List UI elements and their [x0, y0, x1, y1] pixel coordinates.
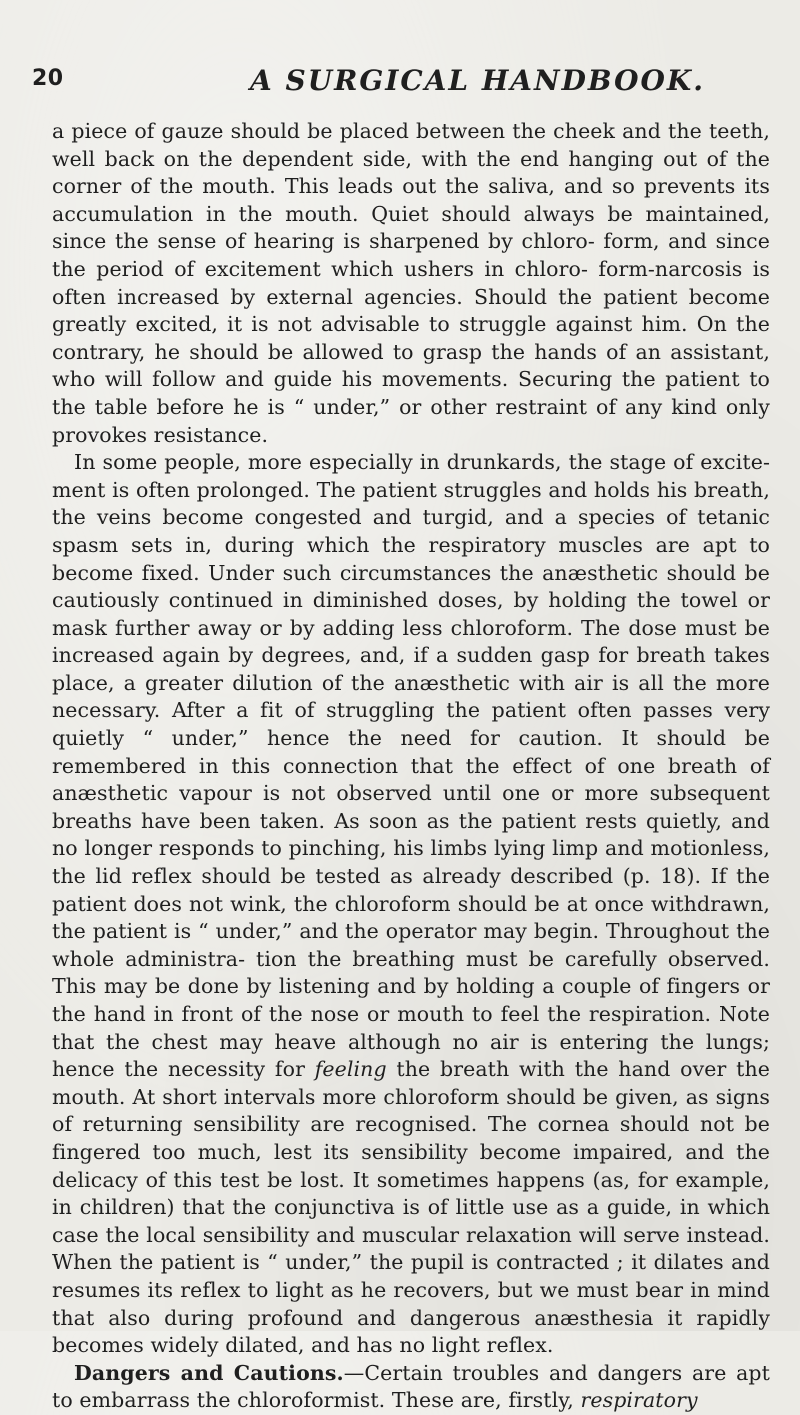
- paragraph-excitement-stage: [52, 449, 770, 1360]
- running-title: A SURGICAL HANDBOOK.: [250, 64, 705, 97]
- paragraph-dangers: [52, 1360, 770, 1415]
- paragraph-gauze-and-quiet: a piece of gauze should be placed between the cheek and the teeth, well back on the dependent side, with the end hanging out of the corner of the mouth. This leads out the saliva, and so prevents its accumulation in the mouth. Quiet should always be maintained, since the sense of hearing is sharpened by chloro- form, and since the period of excitement which ushers in chloro- form-narcosis is often increased by external agencies. Should the patient become greatly excited, it is not advisable to struggle against him. On the contrary, he should be allowed to grasp the hands of an assistant, who will follow and guide his movements. Securing the patient to the table before he is “ under,” or other restraint of any kind only provokes resistance.: [52, 119, 770, 447]
- emphasis-text: respiratory: [580, 1388, 698, 1413]
- book-page: [32, 64, 770, 1413]
- page-number: 20: [32, 66, 64, 91]
- emphasis-text: feeling: [314, 1057, 387, 1082]
- paragraph-text: —Certain troubles and dangers are apt to embarrass the chloroformist. These are, firstly,: [52, 1360, 770, 1413]
- paragraph-text: the breath with the hand over the mouth. At short intervals more chloroform should be given, as signs of returning sensibility are recognised. The cornea should not be fingered too much, lest its sensibility become impaired, and the delicacy of this test be lost. It sometimes happens (as, for example, in children) that the conjunctiva is of little use as a guide, in which case the local sensibility and muscular relaxation will serve instead. When the patient is “ under,” the pupil is contracted ; it dilates and resumes its reflex to light as he recovers, but we must bear in mind that also during profound and dangerous anæsthesia it rapidly becomes widely dilated, and has no light reflex.: [52, 1057, 770, 1358]
- body-text: [52, 118, 770, 1415]
- page-header: [32, 64, 770, 98]
- section-heading: Dangers and Cautions.: [74, 1360, 344, 1385]
- paragraph-text: In some people, more especially in drunkards, the stage of excite- ment is often prolonged. The patient struggles and holds his breath, the veins become congested and turgid, and a species of tetanic spasm sets in, during which the respiratory muscles are apt to become fixed. Under such circumstances the anæsthetic should be cautiously continued in diminished doses, by holding the towel or mask further away or by adding less chloroform. The dose must be increased again by degrees, and, if a sudden gasp for breath takes place, a greater dilution of the anæsthetic with air is all the more necessary. After a fit of struggling the patient often passes very quietly “ under,” hence the need for caution. It should be remembered in this connection that the effect of one breath of anæsthetic vapour is not observed until one or more subsequent breaths have been taken. As soon as the patient rests quietly, and no longer responds to pinching, his limbs lying limp and motionless, the lid reflex should be tested as already described (p. 18). If the patient does not wink, the chloroform should be at once withdrawn, the patient is “ under,” and the operator may begin. Throughout the whole administra- tion the breathing must be carefully observed. This may be done by listening and by holding a couple of fingers or the hand in front of the nose or mouth to feel the respiration. Note that the chest may heave although no air is entering the lungs; hence the necessity for: [52, 450, 770, 1082]
